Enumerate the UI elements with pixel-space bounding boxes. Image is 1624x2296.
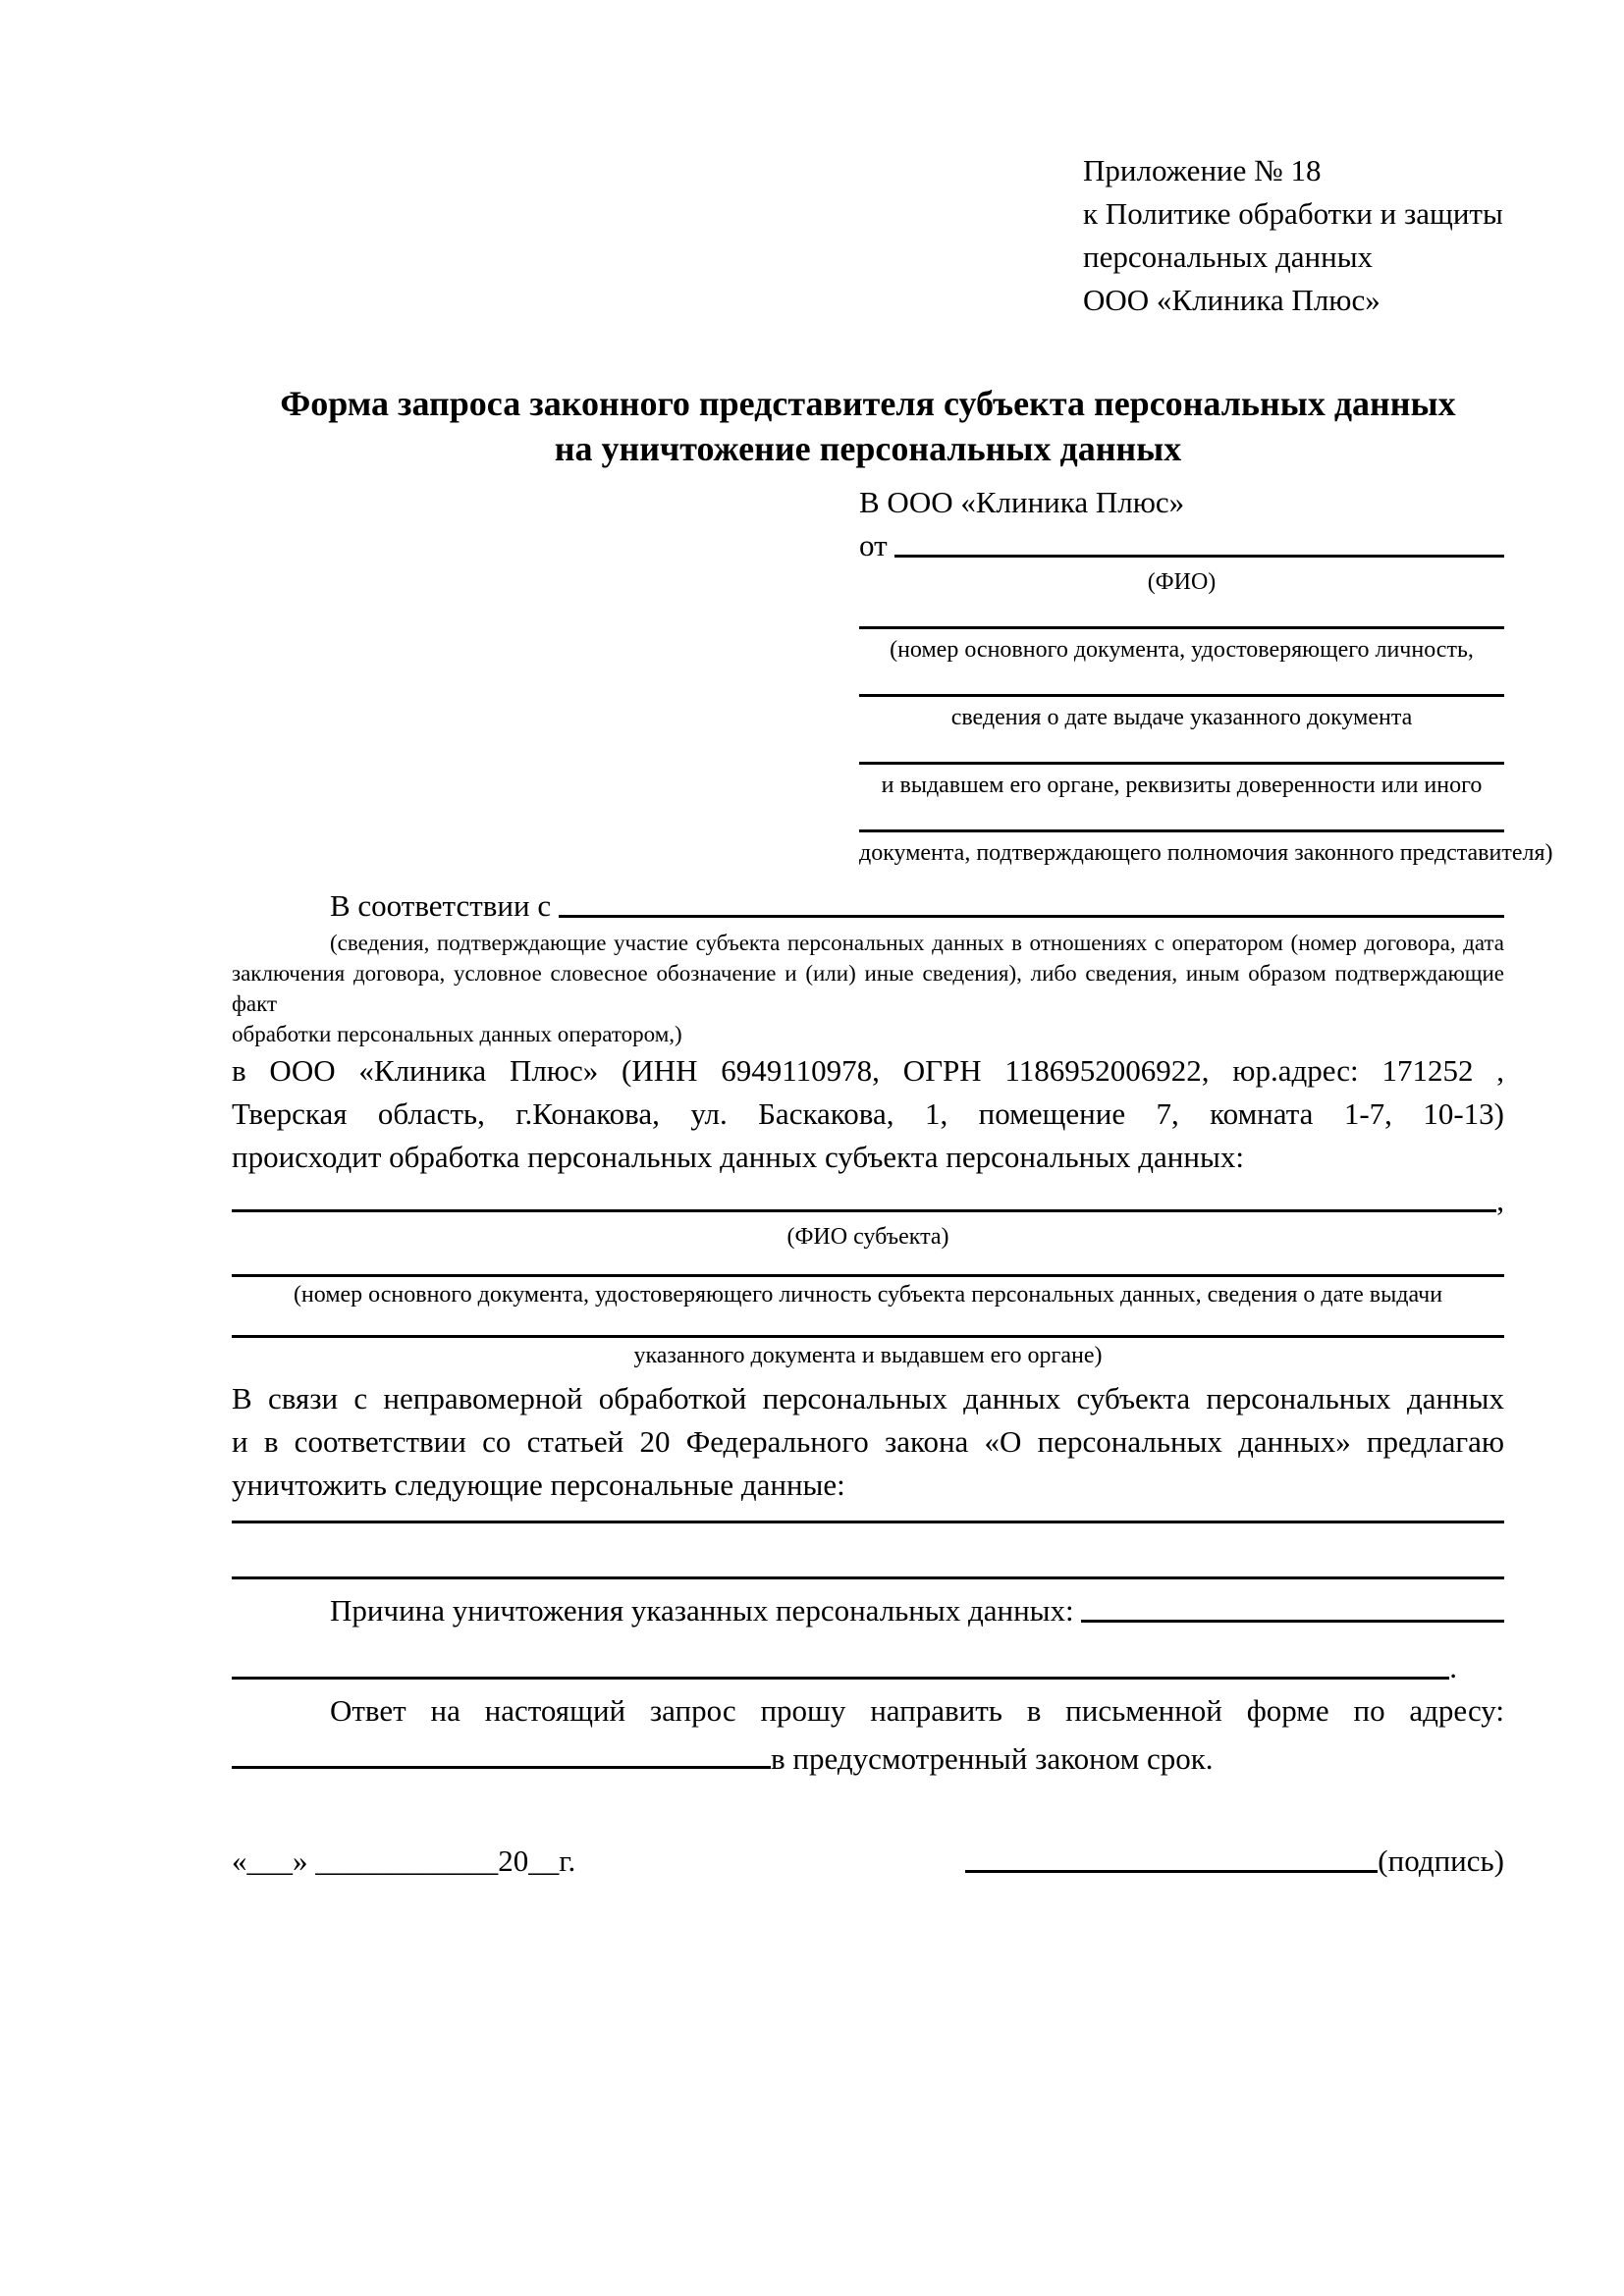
representative-doc-row-2	[859, 666, 1504, 733]
doc-row-caption-3: и выдавшем его органе, реквизиты доверенности или иного	[881, 773, 1483, 798]
fio-caption: (ФИО)	[1147, 569, 1217, 595]
representative-fio-blank-line	[894, 555, 1504, 558]
signature-area	[965, 1840, 1504, 1883]
signature-row	[232, 1840, 1504, 1883]
reason-label: Причина уничтожения указанных персональных данных:	[330, 1593, 1082, 1628]
subject-fio-caption: (ФИО субъекта)	[786, 1224, 949, 1250]
reason-blank-line-2	[232, 1677, 1449, 1680]
answer-address-row	[232, 1733, 1504, 1781]
appendix-header-line-3: персональных данных	[1083, 240, 1374, 274]
data-to-destroy-blank-line-1	[232, 1507, 1504, 1523]
answer-tail: в предусмотренный законом срок.	[771, 1741, 1214, 1776]
date-blank: «___» ____________20__г.	[232, 1843, 576, 1878]
signature-blank-line	[965, 1870, 1378, 1873]
blank-line	[859, 598, 1504, 629]
address-blank-line	[232, 1733, 771, 1769]
subject-fio-blank-line	[232, 1209, 1496, 1212]
subject-doc-blank-line-1	[232, 1253, 1504, 1277]
document-title-line-1: Форма запроса законного представителя субъекта персональных данных	[280, 384, 1456, 423]
answer-line: Ответ на настоящий запрос прошу направить в письменной форме по адресу:	[330, 1693, 1504, 1728]
reason-blank-line	[1081, 1620, 1504, 1623]
addressee-organization: В ООО «Клиника Плюс»	[859, 485, 1185, 519]
subject-doc-blank-line-2	[232, 1310, 1504, 1338]
representative-doc-row-3	[859, 733, 1504, 801]
from-row	[859, 524, 1504, 567]
accordance-note	[232, 928, 1504, 1049]
reason-row	[232, 1589, 1504, 1632]
appendix-header-line-4: ООО «Клиника Плюс»	[1083, 283, 1380, 317]
subject-doc-caption-2: указанного документа и выдавшем его органе)	[633, 1343, 1103, 1368]
appendix-header-line-1: Приложение № 18	[1083, 153, 1322, 187]
subject-fio-row	[232, 1179, 1504, 1222]
document-title-line-2: на уничтожение персональных данных	[554, 429, 1182, 468]
data-to-destroy-blank-line-2	[232, 1523, 1504, 1579]
request-paragraph-line-1: В связи с неправомерной обработкой персональных данных субъекта персональных данных	[232, 1381, 1504, 1415]
accordance-blank-line	[559, 915, 1504, 918]
addressee-block	[859, 481, 1553, 869]
operator-paragraph	[232, 1049, 1504, 1179]
appendix-header	[1083, 149, 1504, 322]
doc-row-caption-2: сведения о дате выдаче указанного документа	[950, 705, 1413, 730]
request-paragraph-line-2: и в соответствии со статьей 20 Федерального закона «О персональных данных» предлагаю	[232, 1424, 1504, 1459]
representative-doc-row-1	[859, 598, 1504, 666]
reason-period: .	[1449, 1650, 1457, 1684]
doc-row-caption-4: документа, подтверждающего полномочия законного представителя)	[859, 840, 1553, 866]
request-paragraph-line-3: уничтожить следующие персональные данные:	[232, 1468, 845, 1502]
request-paragraph	[232, 1377, 1504, 1507]
signature-caption: (подпись)	[1378, 1843, 1504, 1878]
accordance-note-line-2: заключения договора, условное словесное обозначение и (или) иные сведения), либо сведения, иным образом подтверждающие факт	[232, 961, 1504, 1016]
accordance-note-line-1: (сведения, подтверждающие участие субъекта персональных данных в отношениях с оператором (номер договора, дата	[330, 931, 1504, 955]
operator-paragraph-line-3: происходит обработка персональных данных субъекта персональных данных:	[232, 1140, 1244, 1174]
accordance-note-line-3: обработки персональных данных оператором,)	[232, 1022, 682, 1046]
operator-paragraph-line-2: Тверская область, г.Конакова, ул. Баскакова, 1, помещение 7, комната 1-7, 10-13)	[232, 1096, 1504, 1131]
accordance-row	[232, 884, 1504, 928]
doc-row-caption-1: (номер основного документа, удостоверяющего личность,	[890, 637, 1474, 663]
blank-line	[859, 666, 1504, 697]
blank-line	[859, 801, 1504, 832]
subject-fio-comma: ,	[1496, 1183, 1504, 1217]
representative-doc-row-4	[859, 801, 1553, 869]
appendix-header-line-2: к Политике обработки и защиты	[1083, 196, 1503, 231]
reason-continuation-row	[232, 1646, 1504, 1689]
from-label: от	[859, 528, 895, 562]
blank-line	[859, 733, 1504, 765]
document-title	[232, 381, 1504, 471]
accordance-lead: В соответствии с	[330, 888, 559, 923]
subject-doc-caption-1: (номер основного документа, удостоверяющего личность субъекта персональных данных, сведения о дате выдачи	[293, 1282, 1443, 1308]
operator-paragraph-line-1: в ООО «Клиника Плюс» (ИНН 6949110978, ОГРН 1186952006922, юр.адрес: 171252 ,	[232, 1053, 1504, 1088]
